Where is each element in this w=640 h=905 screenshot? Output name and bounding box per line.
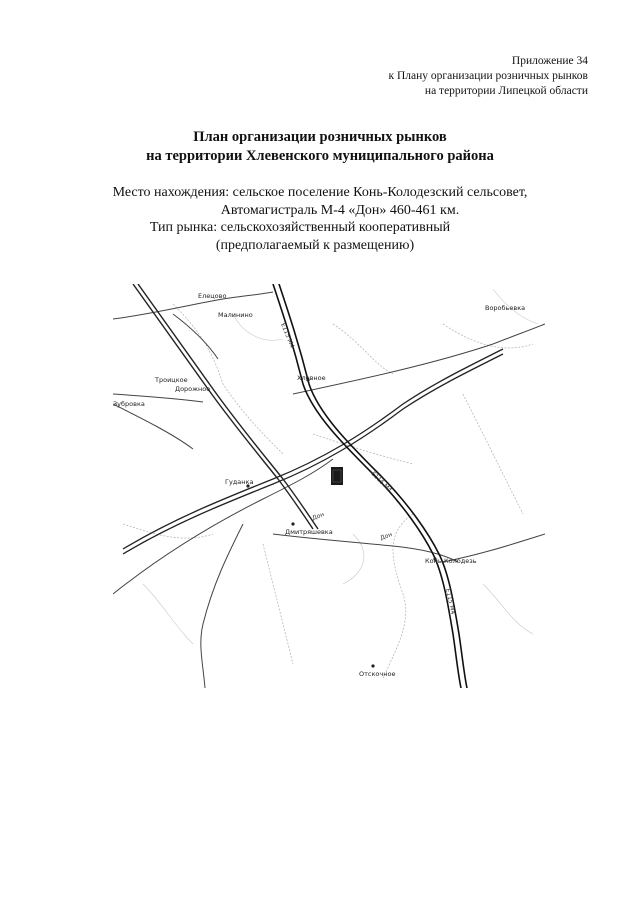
road-nw-se-a	[133, 284, 313, 529]
market-info	[0, 184, 640, 254]
title-line-1: План организации розничных рынков	[193, 129, 447, 145]
road-label-don-a: Дон	[311, 511, 326, 522]
document-title	[0, 128, 640, 166]
road-label-don-b: Дон	[379, 531, 394, 542]
settlement-dot-otskochnoe	[371, 664, 374, 667]
map-svg	[113, 284, 545, 688]
place-zubrovka: Зубровка	[113, 400, 145, 408]
river-6	[463, 394, 523, 514]
river-1	[173, 304, 283, 454]
market-type-line-1: Тип рынка: сельскохозяйственный кооперативный	[149, 220, 451, 235]
road-west-south	[201, 524, 243, 688]
river-4	[123, 524, 213, 538]
river-8	[333, 324, 393, 374]
road-label-e115-south: E115 М4	[444, 587, 457, 616]
location-map	[113, 284, 545, 688]
highway-m4-a	[273, 284, 461, 688]
place-malinino: Малинино	[218, 311, 253, 319]
location-line-2: Автомагистраль М-4 «Дон» 460-461 км.	[220, 202, 460, 218]
terrain-3	[483, 584, 533, 634]
appendix-line-2: к Плану организации розничных рынков	[388, 70, 588, 82]
river-5	[443, 324, 533, 348]
market-type-line-2: (предполагаемый к размещению)	[215, 237, 415, 253]
place-khlevnoe: Хлевное	[297, 374, 326, 382]
road-malinino	[173, 314, 218, 359]
place-otskochnoe: Отскочное	[359, 670, 396, 678]
appendix-note	[389, 54, 588, 99]
road-label-e115-mid: E115 М4	[369, 470, 394, 494]
highway-m4-b	[279, 284, 467, 688]
place-dorozhnoe: Дорожное	[175, 385, 211, 393]
place-kon-kolodez: Конь-Колодезь	[425, 557, 477, 565]
road-gudanka	[113, 459, 333, 594]
appendix-line-1: Приложение 34	[511, 55, 588, 67]
river-7	[263, 544, 293, 664]
road-west-east-b	[123, 354, 503, 554]
title-line-2: на территории Хлевенского муниципального района	[146, 148, 494, 164]
place-dmitryashevka: Дмитряшевка	[285, 528, 333, 536]
place-vorobyevka: Воробьевка	[485, 304, 526, 312]
place-gudanka: Гуданка	[225, 478, 254, 486]
terrain-4	[143, 584, 193, 644]
road-zubrovka	[113, 404, 193, 449]
road-vorobyevka	[293, 324, 545, 394]
river-2	[313, 434, 413, 464]
place-eletsovo: Елецово	[198, 292, 227, 300]
road-label-e115-north: E115 М4	[279, 322, 296, 350]
place-troitskoye: Троицкое	[155, 376, 188, 384]
location-line-1: Место нахождения: сельское поселение Конь-Колодезский сельсовет,	[112, 185, 528, 200]
settlement-dot-dmitryashevka	[291, 522, 294, 525]
appendix-line-3: на территории Липецкой области	[424, 85, 588, 97]
